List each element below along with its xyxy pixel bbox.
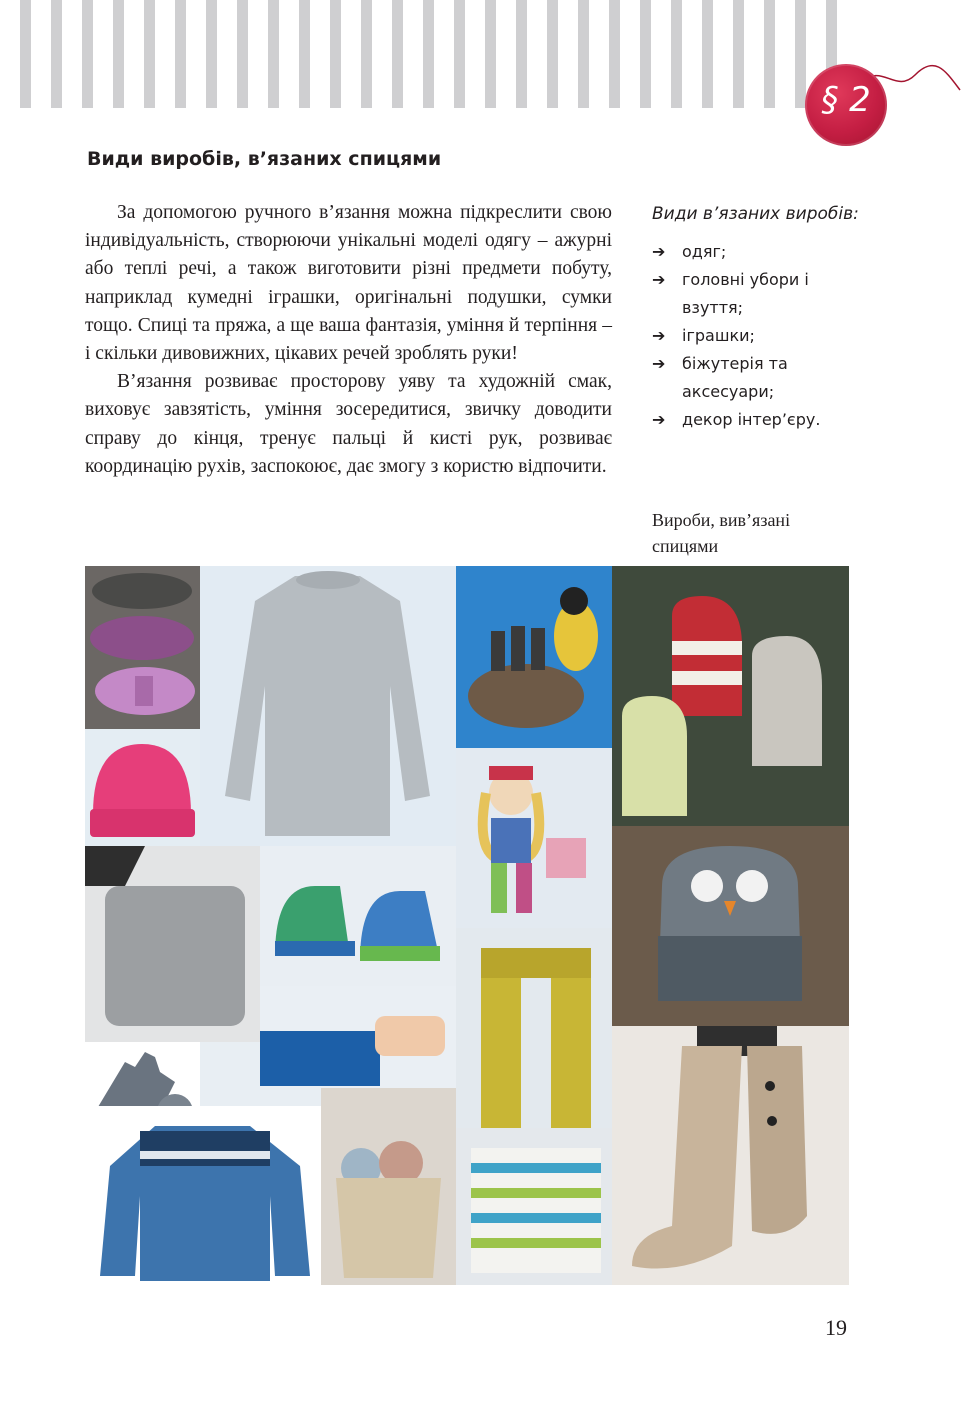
photo-striped-bag <box>456 1128 612 1285</box>
list-item: ➔ біжутерія та аксесуари; <box>652 350 862 406</box>
section-badge <box>805 64 887 146</box>
arrow-right-icon: ➔ <box>652 326 666 345</box>
photo-boots <box>612 1026 849 1285</box>
photo-booties <box>260 846 456 986</box>
arrow-right-icon: ➔ <box>652 242 666 261</box>
photo-grey-sweater <box>200 566 456 846</box>
body-text <box>85 199 612 481</box>
list-item: ➔ іграшки; <box>652 322 862 350</box>
section-title: Види виробів, в’язаних спицями <box>87 148 442 170</box>
sidebar-title: Види в’язаних виробів: <box>652 204 859 224</box>
photo-collage <box>85 566 849 1285</box>
photo-headbands <box>85 566 200 729</box>
photo-pillow <box>85 846 260 1042</box>
decorative-stripes <box>0 0 840 108</box>
page-number: 19 <box>825 1315 847 1340</box>
sidebar-list <box>652 238 862 434</box>
photo-nordic-sweater <box>85 1106 321 1285</box>
photo-scarf <box>456 928 612 1128</box>
photo-mittens <box>612 566 849 826</box>
photo-fingerless-glove <box>260 986 456 1088</box>
photo-pink-hat <box>85 729 200 846</box>
section-number: § 2 <box>821 80 871 120</box>
photo-bird-toy <box>456 566 612 748</box>
arrow-right-icon: ➔ <box>652 270 666 289</box>
arrow-right-icon: ➔ <box>652 410 666 429</box>
paragraph-2: В’язання розвиває просторову уяву та художній смак, виховує завзятість, уміння зосередитися, звичку доводити справу до кінця, тренує пальці й кисті рук, розвиває координацію рухів, заспокоює, дає змогу з користю відпочити. <box>85 371 612 477</box>
photo-basket <box>321 1088 456 1285</box>
list-item: ➔ декор інтер’єру. <box>652 406 862 434</box>
arrow-right-icon: ➔ <box>652 354 666 373</box>
list-item: ➔ одяг; <box>652 238 862 266</box>
paragraph-1: За допомогою ручного в’язання можна підкреслити свою індивідуальність, створюючи унікальні моделі одягу – ажурні або теплі речі, а також виготовити різні предмети побуту, наприклад кумедні іграшки, оригінальні подушки, сумки тощо. Спиці та пряжа, а ще ваша фантазія, уміння й терпіння – і скільки дивовижних, цікавих речей зроблять руки! <box>85 202 612 365</box>
photo-caption: Вироби, вив’язані спицями <box>652 510 791 556</box>
list-item: ➔ головні убори і взуття; <box>652 266 862 322</box>
sidebar-note <box>652 200 862 434</box>
photo-doll <box>456 748 612 928</box>
photo-owl-tea-cosy <box>612 826 849 1026</box>
